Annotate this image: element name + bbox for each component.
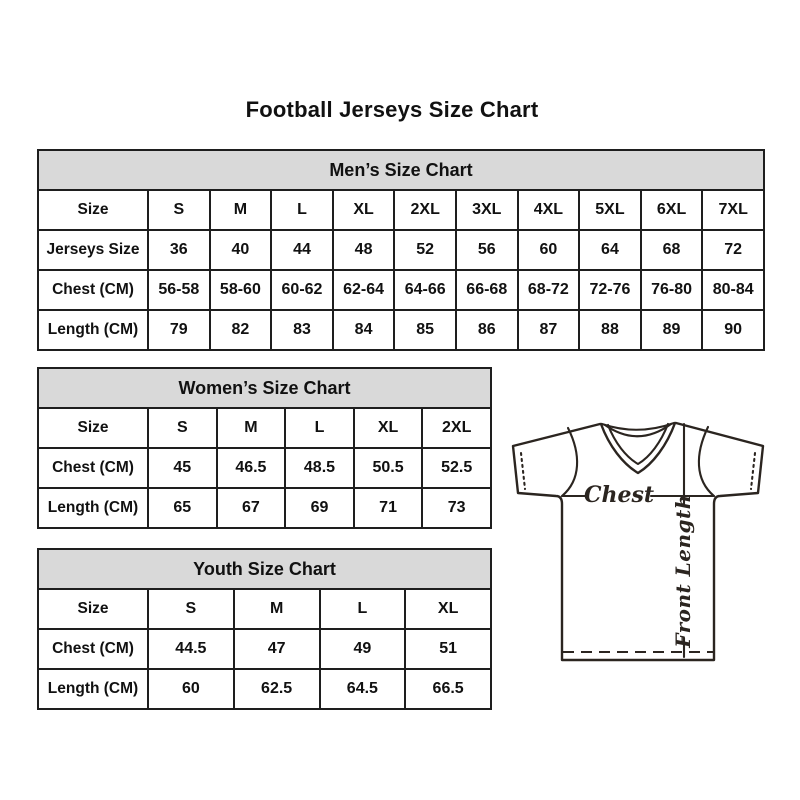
jersey-outline xyxy=(513,423,763,660)
table-cell: 66.5 xyxy=(405,669,491,709)
table-cell: 86 xyxy=(456,310,518,350)
table-cell: 40 xyxy=(210,230,272,270)
table-cell: L xyxy=(271,190,333,230)
table-cell: 64-66 xyxy=(394,270,456,310)
mens-table-title: Men’s Size Chart xyxy=(38,150,764,190)
row-label: Size xyxy=(38,190,148,230)
table-cell: 3XL xyxy=(456,190,518,230)
table-cell: 69 xyxy=(285,488,354,528)
table-cell: XL xyxy=(354,408,423,448)
row-label: Chest (CM) xyxy=(38,629,148,669)
table-row xyxy=(38,488,491,528)
table-cell: 2XL xyxy=(394,190,456,230)
table-cell: 56-58 xyxy=(148,270,210,310)
table-cell: 52.5 xyxy=(422,448,491,488)
table-row xyxy=(38,190,764,230)
cuff-stitch-right xyxy=(751,453,755,489)
table-row xyxy=(38,448,491,488)
table-cell: 56 xyxy=(456,230,518,270)
table-cell: 2XL xyxy=(422,408,491,448)
table-cell: S xyxy=(148,408,217,448)
table-cell: XL xyxy=(405,589,491,629)
womens-size-table xyxy=(37,367,492,529)
table-header-row xyxy=(38,549,491,589)
table-header-row xyxy=(38,368,491,408)
table-cell: 84 xyxy=(333,310,395,350)
table-cell: 44.5 xyxy=(148,629,234,669)
table-cell: 52 xyxy=(394,230,456,270)
table-cell: 6XL xyxy=(641,190,703,230)
table-cell: 89 xyxy=(641,310,703,350)
table-cell: 64 xyxy=(579,230,641,270)
table-cell: 60 xyxy=(148,669,234,709)
table-cell: 80-84 xyxy=(702,270,764,310)
table-row xyxy=(38,310,764,350)
table-cell: 62.5 xyxy=(234,669,320,709)
table-cell: 51 xyxy=(405,629,491,669)
table-cell: S xyxy=(148,190,210,230)
table-cell: 5XL xyxy=(579,190,641,230)
table-row xyxy=(38,230,764,270)
table-row xyxy=(38,669,491,709)
table-cell: 73 xyxy=(422,488,491,528)
row-label: Size xyxy=(38,589,148,629)
table-cell: 90 xyxy=(702,310,764,350)
table-cell: 44 xyxy=(271,230,333,270)
table-cell: 62-64 xyxy=(333,270,395,310)
table-cell: 7XL xyxy=(702,190,764,230)
table-cell: L xyxy=(320,589,406,629)
row-label: Jerseys Size xyxy=(38,230,148,270)
womens-table-title: Women’s Size Chart xyxy=(38,368,491,408)
table-cell: 50.5 xyxy=(354,448,423,488)
table-cell: 48 xyxy=(333,230,395,270)
table-cell: 65 xyxy=(148,488,217,528)
table-cell: 49 xyxy=(320,629,406,669)
front-length-label: Front Length xyxy=(671,494,695,648)
table-cell: 83 xyxy=(271,310,333,350)
table-cell: 4XL xyxy=(518,190,580,230)
page-title: Football Jerseys Size Chart xyxy=(245,97,539,122)
table-cell: 79 xyxy=(148,310,210,350)
table-row xyxy=(38,408,491,448)
table-cell: M xyxy=(234,589,320,629)
table-header-row xyxy=(38,150,764,190)
youth-table-title: Youth Size Chart xyxy=(38,549,491,589)
table-row xyxy=(38,270,764,310)
table-row xyxy=(38,629,491,669)
youth-size-table xyxy=(37,548,492,710)
table-cell: 72 xyxy=(702,230,764,270)
table-cell: M xyxy=(217,408,286,448)
table-cell: 88 xyxy=(579,310,641,350)
row-label: Length (CM) xyxy=(38,669,148,709)
table-cell: M xyxy=(210,190,272,230)
table-cell: 71 xyxy=(354,488,423,528)
chest-label: Chest xyxy=(583,482,655,508)
row-label: Size xyxy=(38,408,148,448)
table-cell: 48.5 xyxy=(285,448,354,488)
table-cell: 67 xyxy=(217,488,286,528)
cuff-stitch-left xyxy=(521,453,525,489)
table-cell: 68-72 xyxy=(518,270,580,310)
table-cell: 58-60 xyxy=(210,270,272,310)
table-cell: 64.5 xyxy=(320,669,406,709)
jersey-seam-left xyxy=(562,428,577,496)
table-cell: S xyxy=(148,589,234,629)
row-label: Length (CM) xyxy=(38,488,148,528)
table-cell: 68 xyxy=(641,230,703,270)
table-cell: 47 xyxy=(234,629,320,669)
table-cell: 72-76 xyxy=(579,270,641,310)
table-cell: 76-80 xyxy=(641,270,703,310)
table-cell: 60-62 xyxy=(271,270,333,310)
row-label: Length (CM) xyxy=(38,310,148,350)
row-label: Chest (CM) xyxy=(38,270,148,310)
table-row xyxy=(38,589,491,629)
table-cell: XL xyxy=(333,190,395,230)
mens-size-table xyxy=(37,149,765,351)
jersey-diagram xyxy=(505,412,775,672)
table-cell: L xyxy=(285,408,354,448)
table-cell: 60 xyxy=(518,230,580,270)
row-label: Chest (CM) xyxy=(38,448,148,488)
table-cell: 85 xyxy=(394,310,456,350)
jersey-seam-right xyxy=(699,427,714,496)
table-cell: 36 xyxy=(148,230,210,270)
table-cell: 45 xyxy=(148,448,217,488)
table-cell: 46.5 xyxy=(217,448,286,488)
table-cell: 87 xyxy=(518,310,580,350)
table-cell: 82 xyxy=(210,310,272,350)
table-cell: 66-68 xyxy=(456,270,518,310)
